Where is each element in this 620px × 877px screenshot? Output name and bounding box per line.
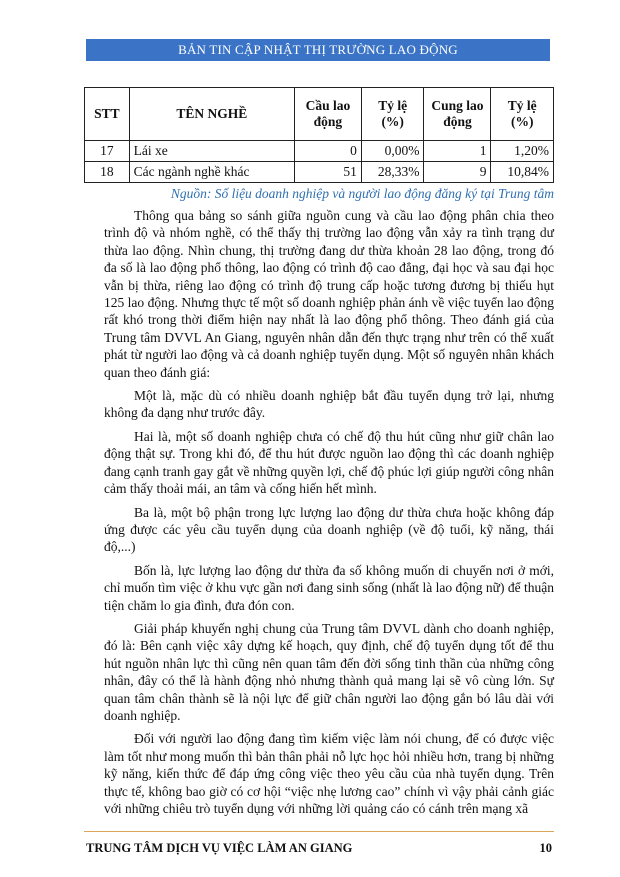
paragraph-reason-two: Hai là, một số doanh nghiệp chưa có chế độ thu hút cũng như giữ chân lao động thật sự. Trong khi đó, để thu hút được nguồn lao động thì các doanh nghiệp đang cạnh tranh gay gắt về những quyền lợi, chế độ phúc lợi giúp người công nhân cảm thấy thoải mái, an tâm và cống hiến hết mình. bbox=[104, 428, 554, 497]
column-header-demand: Cầu lao động bbox=[294, 88, 361, 141]
column-header-supply-pct: Tỷ lệ (%) bbox=[491, 88, 554, 141]
paragraph-employer-solution: Giải pháp khuyến nghị chung của Trung tâm DVVL dành cho doanh nghiệp, đó là: Bên cạnh việc xây dựng kế hoạch, quy định, chế độ tuyển dụng tốt để thu hút nguồn nhân lực thì cũng nên quan tâm đến đời sống tinh thần của những công nhân, đây có thể là hành động nhỏ nhưng thành quả mang lại sẽ vô cùng lớn. Sự quan tâm chân thành sẽ là nội lực để giữ chân người lao động gắn bó lâu dài với doanh nghiệp. bbox=[104, 620, 554, 723]
cell-occupation: Lái xe bbox=[129, 141, 294, 162]
paragraph-reason-one: Một là, mặc dù có nhiều doanh nghiệp bắt đầu tuyển dụng trở lại, nhưng không đa dạng như trước đây. bbox=[104, 388, 554, 421]
cell-occupation: Các ngành nghề khác bbox=[129, 162, 294, 183]
paragraph-reason-four: Bốn là, lực lượng lao động dư thừa đa số không muốn di chuyển nơi ở mới, chỉ muốn tìm việc ở khu vực gần nơi đang sinh sống (nhất là lao động nữ) để thuận tiện chăm lo gia đình, đưa đón con. bbox=[104, 562, 554, 613]
cell-supply: 1 bbox=[424, 141, 491, 162]
cell-demand-pct: 0,00% bbox=[361, 141, 424, 162]
column-header-demand-pct: Tỷ lệ (%) bbox=[361, 88, 424, 141]
cell-demand: 0 bbox=[294, 141, 361, 162]
page-header-banner: BẢN TIN CẬP NHẬT THỊ TRƯỜNG LAO ĐỘNG bbox=[86, 39, 550, 61]
table-header-row bbox=[85, 88, 554, 141]
cell-supply-pct: 1,20% bbox=[491, 141, 554, 162]
table-source-note: Nguồn: Số liệu doanh nghiệp và người lao động đăng ký tại Trung tâm bbox=[170, 186, 554, 201]
cell-supply-pct: 10,84% bbox=[491, 162, 554, 183]
cell-stt: 17 bbox=[85, 141, 130, 162]
column-header-stt: STT bbox=[85, 88, 130, 141]
paragraph-reason-three: Ba là, một bộ phận trong lực lượng lao động dư thừa chưa hoặc không đáp ứng được các yêu cầu tuyển dụng của doanh nghiệp (về độ tuổi, kỹ năng, thái độ,...) bbox=[104, 504, 554, 555]
page-footer bbox=[84, 831, 554, 856]
footer-organization: TRUNG TÂM DỊCH VỤ VIỆC LÀM AN GIANG bbox=[86, 841, 353, 856]
labor-supply-demand-table bbox=[84, 87, 554, 183]
table-row bbox=[85, 162, 554, 183]
article-body bbox=[104, 207, 554, 817]
cell-demand: 51 bbox=[294, 162, 361, 183]
paragraph-overview: Thông qua bảng so sánh giữa nguồn cung và cầu lao động phân chia theo trình độ và nhóm nghề, có thể thấy thị trường lao động vẫn xảy ra tình trạng dư thừa lao động. Nhìn chung, thị trường đang dư thừa khoản 28 lao động, trong đó đa số là lao động phổ thông, lao động có trình độ cao đẳng, đại học và sau đại học vẫn bị thừa, riêng lao động có trình độ trung cấp hoặc tương đương bị thiếu hụt 125 lao động. Nhưng thực tế một số doanh nghiệp phản ánh về việc tuyển lao động rất khó trong thời điểm hiện nay nhất là lao động phổ thông. Theo đánh giá của Trung tâm DVVL An Giang, nguyên nhân dẫn đến thực trạng như trên có thể xuất phát từ người lao động và cả doanh nghiệp tuyển dụng. Một số nguyên nhân khách quan theo đánh giá: bbox=[104, 208, 554, 380]
cell-supply: 9 bbox=[424, 162, 491, 183]
cell-stt: 18 bbox=[85, 162, 130, 183]
page-number: 10 bbox=[539, 841, 552, 856]
table-row bbox=[85, 141, 554, 162]
paragraph-worker-advice: Đối với người lao động đang tìm kiếm việc làm nói chung, để có được việc làm tốt như mong muốn thì bản thân phải nỗ lực học hỏi nhiều hơn, trang bị những kỹ năng, kiến thức để đáp ứng công việc theo yêu cầu của nhà tuyển dụng. Trên thực tế, không bao giờ có cơ hội “việc nhẹ lương cao” chính vì vậy phải cảnh giác với những chiêu trò tuyển dụng với những lời quảng cáo có cánh trên mạng xã bbox=[104, 731, 554, 816]
column-header-occupation: TÊN NGHỀ bbox=[129, 88, 294, 141]
column-header-supply: Cung lao động bbox=[424, 88, 491, 141]
cell-demand-pct: 28,33% bbox=[361, 162, 424, 183]
